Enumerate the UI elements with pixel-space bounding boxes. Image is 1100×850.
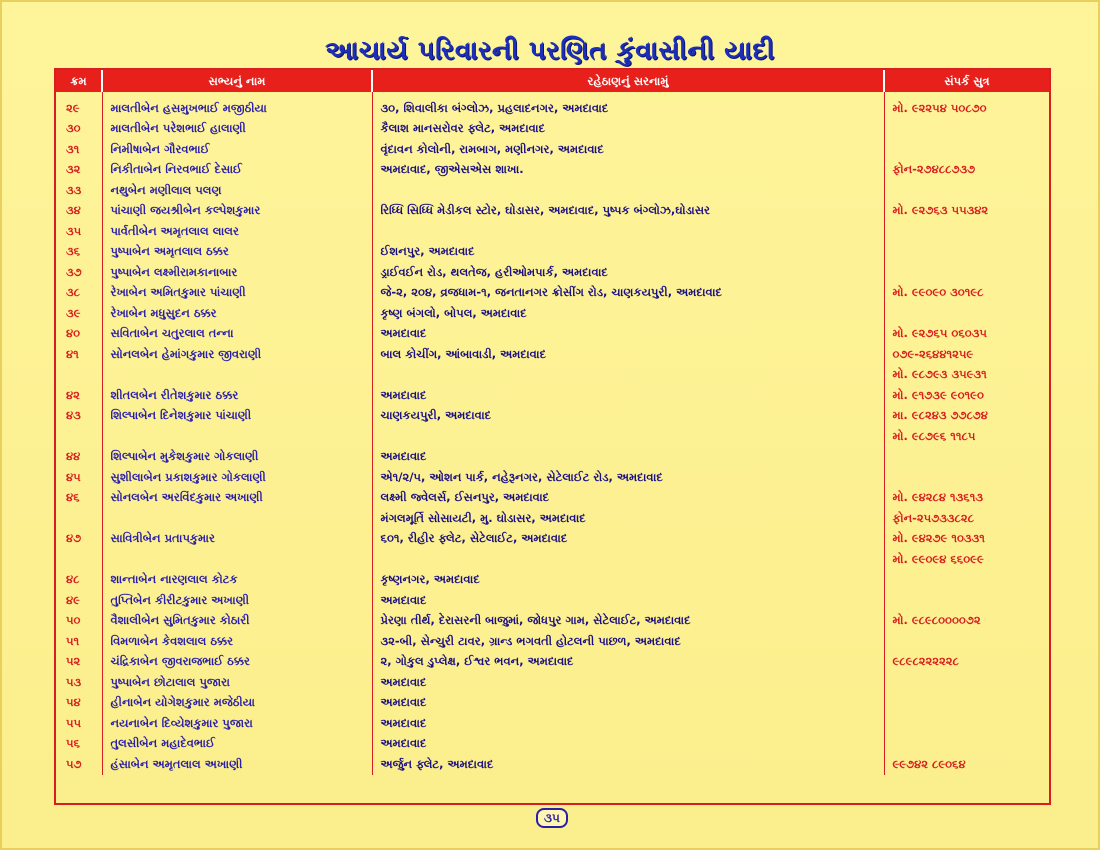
row-number (56, 426, 102, 447)
member-name: રેખાબેન અમિતકુમાર પાંચાણી (102, 283, 372, 304)
table-row (56, 139, 1049, 160)
member-address: પ્રેરણા તીર્થ, દેરાસરની બાજુમાં, જોધપુર ગામ, સેટેલાઈટ, અમદાવાદ (372, 611, 884, 632)
member-address: અમદાવાદ (372, 385, 884, 406)
member-contact (884, 303, 1049, 324)
header-number: ક્રમ (56, 70, 102, 92)
table-row (56, 611, 1049, 632)
member-address: મંગલમૂર્તિ સોસાયટી, મુ. ઘોડાસર, અમદાવાદ (372, 508, 884, 529)
member-name: પાર્વતીબેન અમૃતલાલ લાલર (102, 221, 372, 242)
row-number: ૩૨ (66, 162, 81, 177)
member-contact: મો. ૯૨૨૫૪ ૫૦૮૭૦ (884, 92, 1049, 119)
member-address (372, 426, 884, 447)
member-name: માલતીબેન હસમુખભાઈ મજીઠીયા (102, 92, 372, 119)
member-name: નથુબેન મણીલાલ પલણ (102, 180, 372, 201)
member-address: વૃંદાવન કોલોની, રામબાગ, મણીનગર, અમદાવાદ (372, 139, 884, 160)
table-row (56, 242, 1049, 263)
table-row (56, 201, 1049, 222)
member-contact: ૯૮૯૮૨૨૨૨૨૮ (884, 652, 1049, 673)
table-row (56, 734, 1049, 755)
row-number: ૪૧ (66, 346, 79, 361)
table-row (56, 570, 1049, 591)
member-address (372, 549, 884, 570)
member-address: કૃષ્ણ બંગલો, બોપલ, અમદાવાદ (372, 303, 884, 324)
page-title: આચાર્ય પરિવારની પરણિત કુંવાસીની યાદી (325, 36, 775, 66)
member-contact: મો. ૯૮૯૮૦૦૦૦૭૨ (884, 611, 1049, 632)
member-contact: મો. ૯૮૭૯૬ ૧૧૮૫ (884, 426, 1049, 447)
table-row (56, 283, 1049, 304)
member-name (102, 365, 372, 386)
row-number: ૫૩ (66, 674, 82, 689)
member-address: અમદાવાદ (372, 447, 884, 468)
members-table-container (54, 68, 1051, 805)
member-name: હીનાબેન યોગેશકુમાર મજેઠીયા (102, 693, 372, 714)
member-contact (884, 447, 1049, 468)
member-name: હંસાબેન અમૃતલાલ અખાણી (102, 754, 372, 775)
member-contact (884, 734, 1049, 755)
row-number: ૫૪ (66, 695, 81, 710)
row-number: ૫૫ (66, 715, 82, 730)
table-row (56, 713, 1049, 734)
row-number (56, 549, 102, 570)
member-name: પાંચાણી જયશ્રીબેન કલ્પેશકુમાર (102, 201, 372, 222)
header-address: રહેઠાણનું સરનામું (372, 70, 884, 92)
table-row (56, 221, 1049, 242)
member-address: અમદાવાદ (372, 672, 884, 693)
member-name: સુશીલાબેન પ્રકાશકુમાર ગોકલાણી (102, 467, 372, 488)
row-number: ૫૬ (66, 736, 80, 751)
member-address: એ૧/૨/૫, ઓશન પાર્ક, નહેરૂનગર, સેટેલાઈટ રોડ, અમદાવાદ (372, 467, 884, 488)
row-number (56, 365, 102, 386)
row-number: ૩૮ (66, 285, 80, 300)
table-row (56, 180, 1049, 201)
member-contact: મો. ૯૯૦૯૦ ૩૦૧૯૮ (884, 283, 1049, 304)
row-number: ૫૦ (66, 613, 81, 628)
row-number: ૪૬ (66, 490, 80, 505)
member-address: અમદાવાદ (372, 590, 884, 611)
member-address: રિધ્ધિ સિધ્ધિ મેડીકલ સ્ટોર, ઘોડાસર, અમદાવાદ, પુષ્પક બંગ્લોઝ,ઘોડાસર (372, 201, 884, 222)
table-row (56, 160, 1049, 181)
table-row (56, 385, 1049, 406)
row-number: ૪૨ (66, 387, 80, 402)
member-address: ૨, ગોકુલ ડુપ્લેક્ષ, ઈશ્વર ભવન, અમદાવાદ (372, 652, 884, 673)
member-name: વિમળાબેન કેવશલાલ ઠક્કર (102, 631, 372, 652)
member-contact (884, 180, 1049, 201)
table-row (56, 262, 1049, 283)
row-number: ૪૦ (66, 326, 81, 341)
table-row (56, 631, 1049, 652)
members-table (56, 70, 1049, 775)
member-contact: મો. ૯૮૭૯૩ ૩૫૯૩૧ (884, 365, 1049, 386)
table-body (56, 92, 1049, 775)
member-address: ચાણકયપુરી, અમદાવાદ (372, 406, 884, 427)
member-address: ડ્રાઈવઈન રોડ, થલતેજ, હરીઓમપાર્ક, અમદાવાદ (372, 262, 884, 283)
member-address: જે-૨, ૨૦૪, વ્રજધામ-૧, જનતાનગર ક્રોસીંગ રોડ, ચાણકયપુરી, અમદાવાદ (372, 283, 884, 304)
member-name (102, 508, 372, 529)
member-name: સવિતાબેન ચતુરલાલ તન્ના (102, 324, 372, 345)
table-row (56, 365, 1049, 386)
table-row (56, 529, 1049, 550)
member-address (372, 365, 884, 386)
member-address: ૬૦૧, રીહીર ફ્લેટ, સેટેલાઈટ, અમદાવાદ (372, 529, 884, 550)
table-row (56, 119, 1049, 140)
member-name: શિલ્પાબેન મુકેશકુમાર ગોકલાણી (102, 447, 372, 468)
table-row (56, 92, 1049, 119)
member-name: રેખાબેન મધુસુદન ઠક્કર (102, 303, 372, 324)
table-row (56, 303, 1049, 324)
member-address: અમદાવાદ, જીએસએસ શાખા. (372, 160, 884, 181)
member-name: શાન્તાબેન નારણલાલ કોટક (102, 570, 372, 591)
member-contact (884, 713, 1049, 734)
member-name (102, 426, 372, 447)
header-contact: સંપર્ક સુત્ર (884, 70, 1049, 92)
table-row (56, 488, 1049, 509)
table-row (56, 426, 1049, 447)
row-number: ૪૪ (66, 449, 81, 464)
member-address: અમદાવાદ (372, 713, 884, 734)
member-address: લક્ષ્મી જ્વેલર્સ, ઈસનપુર, અમદાવાદ (372, 488, 884, 509)
member-name: તુપ્તિબેન કીરીટકુમાર અખાણી (102, 590, 372, 611)
table-row (56, 672, 1049, 693)
member-contact: મો. ૯૨૭૬૫ ૦૬૦૩૫ (884, 324, 1049, 345)
member-contact (884, 139, 1049, 160)
member-contact: મો. ૯૯૦૯૪ ૬૬૦૯૯ (884, 549, 1049, 570)
member-contact: ફોન-૨૭૪૮૮૭૩૭ (884, 160, 1049, 181)
member-name: સાવિત્રીબેન પ્રતાપકુમાર (102, 529, 372, 550)
row-number: ૩૧ (66, 141, 80, 156)
member-contact: મા. ૯૮૨૪૩ ૭૭૮૭૪ (884, 406, 1049, 427)
member-contact (884, 693, 1049, 714)
table-row (56, 549, 1049, 570)
member-address (372, 180, 884, 201)
member-name: સોનલબેન હેમાંગકુમાર જીવરાણી (102, 344, 372, 365)
member-address: અમદાવાદ (372, 734, 884, 755)
table-row (56, 324, 1049, 345)
header-member-name: સભ્યનું નામ (102, 70, 372, 92)
member-address (372, 221, 884, 242)
table-row (56, 590, 1049, 611)
member-address: અર્જુન ફ્લેટ, અમદાવાદ (372, 754, 884, 775)
member-name: નિકીતાબેન નિરવભાઈ દેસાઈ (102, 160, 372, 181)
member-address: ૩૦, શિવાલીકા બંગ્લોઝ, પ્રહલાદનગર, અમદાવાદ (372, 92, 884, 119)
member-contact: ફોન-૨૫૭૩૩૮૨૮ (884, 508, 1049, 529)
member-name: ચંદ્રિકાબેન જીવરાજભાઈ ઠક્કર (102, 652, 372, 673)
member-address: અમદાવાદ (372, 693, 884, 714)
member-contact (884, 242, 1049, 263)
row-number: ૩૯ (66, 305, 81, 320)
member-contact (884, 590, 1049, 611)
row-number: ૩૪ (66, 203, 81, 218)
member-name: વૈશાલીબેન સુમિતકુમાર કોઠારી (102, 611, 372, 632)
table-row (56, 467, 1049, 488)
member-contact: મો. ૯૪૨૮૪ ૧૩૬૧૩ (884, 488, 1049, 509)
member-contact: મો. ૯૨૭૬૩ ૫૫૩૪૨ (884, 201, 1049, 222)
row-number: ૪૫ (66, 469, 81, 484)
row-number: ૨૯ (66, 100, 80, 115)
member-name: પુષ્પાબેન લક્ષ્મીરામકાનાબાર (102, 262, 372, 283)
page-number: ૩૫ (536, 808, 568, 828)
table-header (56, 70, 1049, 92)
member-name: પુષ્પાબેન છોટાલાલ પુજારા (102, 672, 372, 693)
member-name: નયનાબેન દિવ્યેશકુમાર પુજારા (102, 713, 372, 734)
table-row (56, 508, 1049, 529)
member-name (102, 549, 372, 570)
member-address: કૃષ્ણનગર, અમદાવાદ (372, 570, 884, 591)
row-number: ૪૯ (66, 592, 80, 607)
member-contact (884, 119, 1049, 140)
member-address: કૈલાશ માનસરોવર ફ્લેટ, અમદાવાદ (372, 119, 884, 140)
row-number: ૫૧ (66, 633, 80, 648)
row-number: ૪૮ (66, 572, 80, 587)
member-address: અમદાવાદ (372, 324, 884, 345)
row-number: ૫૨ (66, 654, 81, 669)
table-row (56, 693, 1049, 714)
member-contact: મો. ૯૧૭૩૯ ૯૦૧૯૦ (884, 385, 1049, 406)
member-contact (884, 221, 1049, 242)
member-name: તુલસીબેન મહાદેવભાઈ (102, 734, 372, 755)
table-row (56, 344, 1049, 365)
member-address: ૩૨-બી, સેન્ચુરી ટાવર, ગ્રાન્ડ ભગવતી હોટલની પાછળ, અમદાવાદ (372, 631, 884, 652)
table-row (56, 754, 1049, 775)
member-contact: ૯૯૭૪૨ ૮૯૦૬૪ (884, 754, 1049, 775)
member-address: ઈશનપુર, અમદાવાદ (372, 242, 884, 263)
row-number: ૩૩ (66, 182, 82, 197)
row-number: ૩૭ (66, 264, 82, 279)
table-row (56, 406, 1049, 427)
row-number: ૫૭ (66, 756, 82, 771)
row-number: ૩૫ (66, 223, 82, 238)
member-name: નિમીષાબેન ગૌરવભાઈ (102, 139, 372, 160)
member-contact (884, 631, 1049, 652)
member-contact: મો. ૯૪૨૭૯ ૧૦૩૩૧ (884, 529, 1049, 550)
member-name: પુષ્પાબેન અમૃતલાલ ઠક્કર (102, 242, 372, 263)
member-contact (884, 467, 1049, 488)
table-row (56, 652, 1049, 673)
member-name: સોનલબેન અરવિંદકુમાર અખાણી (102, 488, 372, 509)
member-contact (884, 672, 1049, 693)
member-name: શીતલબેન રીતેશકુમાર ઠક્કર (102, 385, 372, 406)
table-row (56, 447, 1049, 468)
member-contact: ૦૭૯-૨૬૪૪૧૨૫૯ (884, 344, 1049, 365)
member-contact (884, 262, 1049, 283)
member-name: માલતીબેન પરેશભાઈ હાલાણી (102, 119, 372, 140)
member-contact (884, 570, 1049, 591)
member-address: બાલ કોચીંગ, આંબાવાડી, અમદાવાદ (372, 344, 884, 365)
row-number: ૩૦ (66, 121, 81, 136)
row-number: ૩૬ (66, 244, 81, 259)
member-name: શિલ્પાબેન દિનેશકુમાર પાંચાણી (102, 406, 372, 427)
row-number (56, 508, 102, 529)
row-number: ૪૩ (66, 408, 81, 423)
row-number: ૪૭ (66, 531, 82, 546)
